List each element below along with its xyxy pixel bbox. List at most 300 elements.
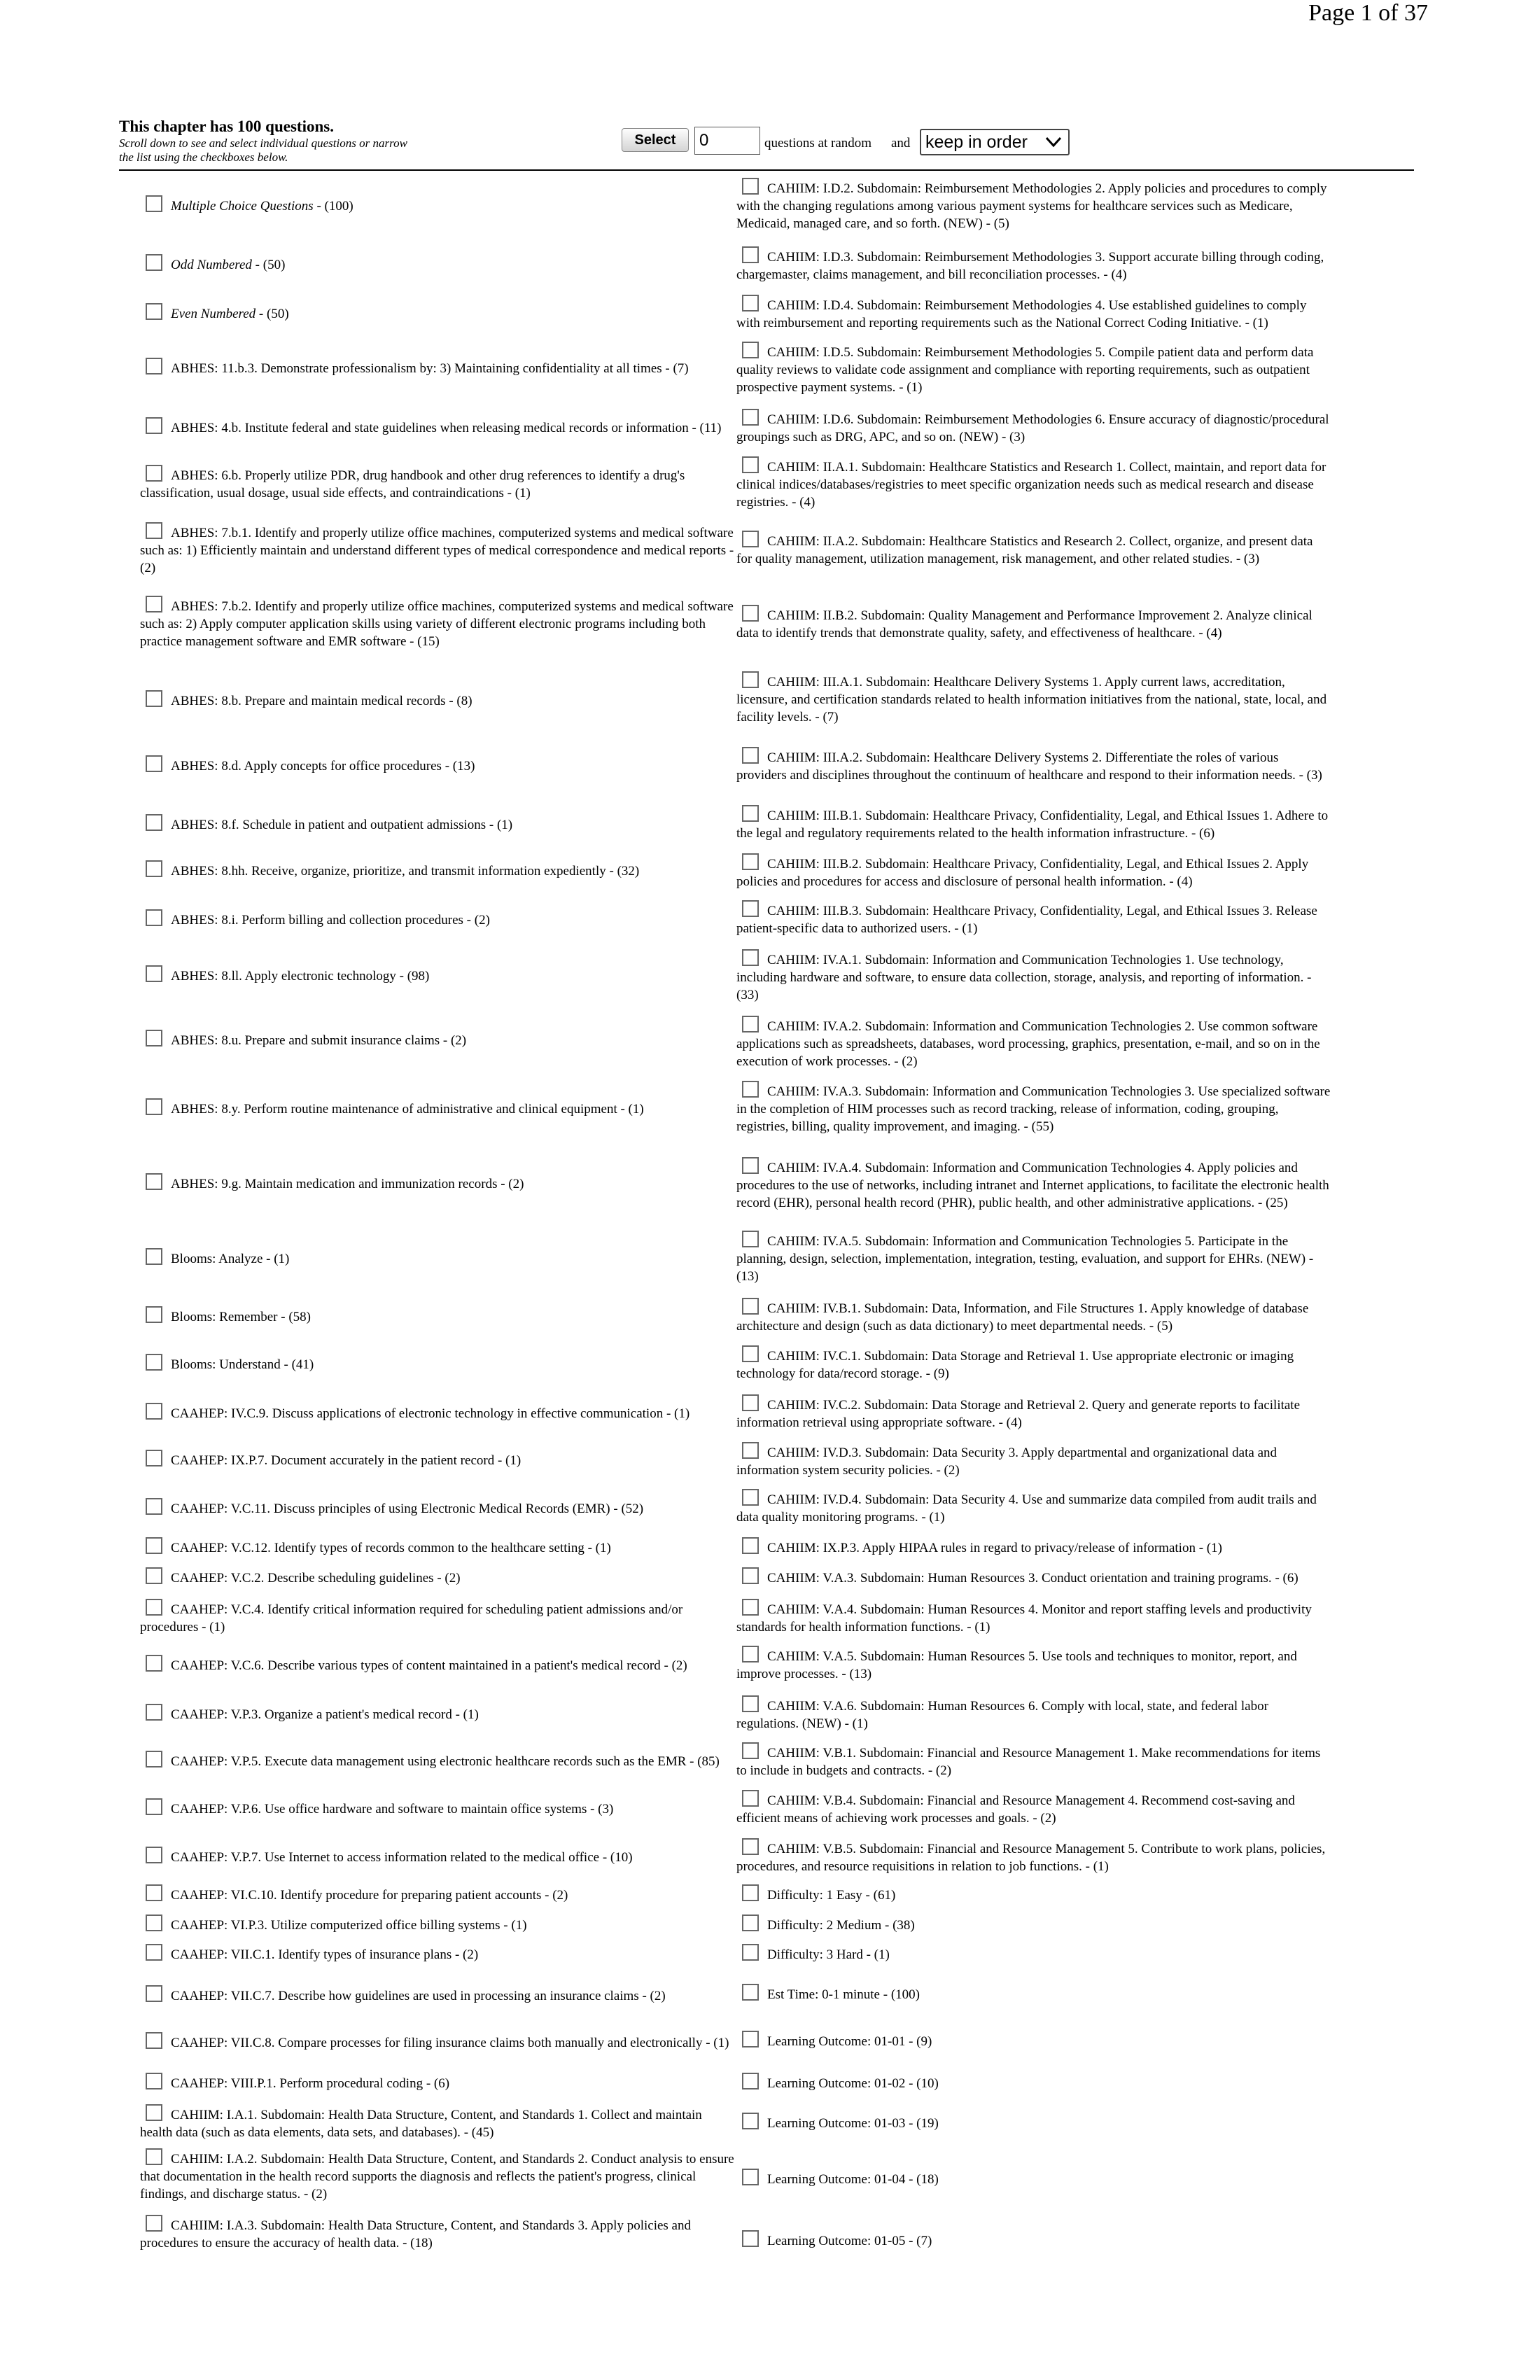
right-filter-item-10[interactable]: [736, 805, 1331, 842]
left-filter-item-7[interactable]: [140, 596, 735, 650]
filter-checkbox[interactable]: [742, 1567, 759, 1584]
left-filter-item-5[interactable]: [140, 465, 735, 502]
filter-checkbox[interactable]: [146, 465, 162, 482]
filter-item-text: [736, 246, 1331, 284]
filter-item-label: Odd Numbered: [171, 258, 252, 272]
filter-item-count: - (4): [788, 495, 816, 510]
filter-item-text: [736, 1790, 1331, 1827]
filter-item-count: - (6): [423, 2076, 450, 2091]
filter-item-label: CAAHEP: V.C.2. Describe scheduling guidelines: [171, 1571, 434, 1586]
filter-checkbox[interactable]: [742, 2113, 759, 2129]
filter-checkbox[interactable]: [742, 342, 759, 358]
filter-item-text: [736, 1567, 1298, 1587]
filter-checkbox[interactable]: [742, 1489, 759, 1506]
left-filter-item-30[interactable]: [140, 1847, 735, 1866]
filter-checkbox[interactable]: [742, 246, 759, 263]
left-filter-item-39[interactable]: [140, 2215, 735, 2252]
filter-checkbox[interactable]: [742, 747, 759, 764]
filter-checkbox[interactable]: [742, 1345, 759, 1362]
filter-checkbox[interactable]: [146, 1098, 162, 1115]
filter-item-text: [140, 1030, 466, 1049]
filter-checkbox[interactable]: [146, 1751, 162, 1768]
filter-item-count: - (15): [406, 634, 440, 649]
filter-item-label: CAAHEP: IX.P.7. Document accurately in the patient record: [171, 1453, 495, 1468]
filter-item-count: - (7): [811, 710, 839, 724]
left-filter-item-18[interactable]: [140, 1306, 735, 1326]
filter-item-label: CAHIIM: I.A.2. Subdomain: Health Data Structure, Content, and Standards 2. Conduct analysis to ensure that documentation in the health record supports the diagnosis and reflects the patient's progress, clinical findings, and discharge status.: [140, 2152, 734, 2202]
filter-item-label: Blooms: Understand: [171, 1357, 281, 1372]
right-filter-item-30[interactable]: [736, 1838, 1331, 1875]
left-filter-item-6[interactable]: [140, 522, 735, 577]
filter-checkbox[interactable]: [742, 1442, 759, 1459]
filter-item-count: - (19): [905, 2116, 939, 2131]
filter-checkbox[interactable]: [742, 2031, 759, 2047]
filter-checkbox[interactable]: [146, 1173, 162, 1190]
right-filter-item-39[interactable]: [736, 2230, 1331, 2250]
filter-item-count: - (2): [1029, 1810, 1056, 1826]
filter-item-count: - (1): [1195, 1541, 1222, 1555]
left-filter-item-3[interactable]: [140, 358, 735, 377]
left-filter-item-33[interactable]: [140, 1944, 735, 1963]
filter-item-count: - (2): [890, 1054, 918, 1069]
filter-item-label: CAAHEP: V.C.12. Identify types of records common to the healthcare setting: [171, 1541, 584, 1555]
filter-checkbox[interactable]: [742, 1157, 759, 1174]
filter-item-count: - (18): [905, 2172, 939, 2187]
filter-item-text: [736, 1742, 1331, 1779]
filter-checkbox[interactable]: [742, 1394, 759, 1411]
left-filter-item-8[interactable]: [140, 690, 735, 710]
right-filter-item-25[interactable]: [736, 1599, 1331, 1636]
left-filter-item-34[interactable]: [140, 1985, 735, 2005]
filter-checkbox[interactable]: [146, 1403, 162, 1420]
filter-item-label: CAAHEP: V.C.4. Identify critical information required for scheduling patient admissions and/or procedures: [140, 1602, 683, 1634]
filter-item-count: - (6): [1188, 825, 1215, 841]
filter-checkbox[interactable]: [742, 2073, 759, 2090]
filter-item-count: - (38): [881, 1918, 915, 1933]
filter-checkbox[interactable]: [146, 1847, 162, 1863]
filter-item-text: [736, 1231, 1331, 1285]
filter-item-count: - (1): [702, 2036, 729, 2050]
right-filter-item-9[interactable]: [736, 747, 1331, 784]
filter-checkbox[interactable]: [742, 1984, 759, 2001]
filter-item-text: [736, 1157, 1331, 1212]
right-filter-item-14[interactable]: [736, 1016, 1331, 1070]
filter-item-label: CAHIIM: IV.A.5. Subdomain: Information and Communication Technologies 5. Participate in the planning, design, selection, implementation, integration, testing, evaluation, and support for EHRs. (NEW): [736, 1234, 1306, 1266]
filter-item-count: - (7): [662, 361, 689, 376]
left-filter-item-1[interactable]: [140, 254, 735, 274]
filter-checkbox[interactable]: [146, 1567, 162, 1584]
filter-item-count: - (11): [688, 421, 722, 435]
filter-item-count: - (1): [198, 1619, 225, 1634]
filter-item-text: [736, 1489, 1331, 1526]
filter-checkbox[interactable]: [146, 1944, 162, 1961]
filter-item-label: CAHIIM: V.A.3. Subdomain: Human Resources 3. Conduct orientation and training programs.: [767, 1571, 1272, 1586]
filter-checkbox[interactable]: [742, 900, 759, 917]
filter-item-text: [140, 1403, 690, 1422]
right-filter-item-11[interactable]: [736, 853, 1331, 890]
filter-checkbox[interactable]: [742, 1231, 759, 1247]
left-filter-item-13[interactable]: [140, 965, 735, 985]
filter-item-text: [736, 1345, 1331, 1382]
filter-item-count: - (2): [925, 1763, 952, 1778]
filter-item-count: - (32): [606, 864, 640, 878]
right-filter-item-20[interactable]: [736, 1394, 1331, 1432]
filter-item-label: Difficulty: 2 Medium: [767, 1918, 882, 1933]
filter-item-count: - (3): [1295, 767, 1322, 783]
filter-item-count: - (1): [1241, 315, 1268, 330]
filter-checkbox[interactable]: [146, 755, 162, 772]
filter-checkbox[interactable]: [742, 605, 759, 622]
filter-checkbox[interactable]: [742, 853, 759, 870]
filter-item-count: - (45): [460, 2124, 494, 2140]
filter-checkbox[interactable]: [146, 2104, 162, 2121]
filter-item-text: [140, 2073, 449, 2092]
filter-checkbox[interactable]: [742, 2169, 759, 2185]
filter-checkbox[interactable]: [146, 1030, 162, 1046]
left-filter-item-38[interactable]: [140, 2148, 735, 2203]
filter-item-text: [140, 1567, 461, 1587]
right-filter-item-3[interactable]: [736, 342, 1331, 396]
filter-checkbox[interactable]: [146, 1354, 162, 1371]
filter-item-text: [140, 1173, 524, 1193]
filter-item-count: - (2): [541, 1888, 568, 1903]
chapter-header: [119, 118, 1414, 169]
right-filter-item-22[interactable]: [736, 1489, 1331, 1526]
filter-item-label: Learning Outcome: 01-05: [767, 2234, 906, 2248]
filter-item-label: CAAHEP: VIII.P.1. Perform procedural coding: [171, 2076, 424, 2091]
right-filter-item-28[interactable]: [736, 1742, 1331, 1779]
filter-checkbox[interactable]: [146, 522, 162, 539]
filter-item-label: CAAHEP: IV.C.9. Discuss applications of electronic technology in effective communication: [171, 1406, 664, 1421]
filter-checkbox[interactable]: [146, 1248, 162, 1265]
filter-item-label: CAHIIM: III.B.2. Subdomain: Healthcare Privacy, Confidentiality, Legal, and Ethical Issues 2. Apply policies and procedures for access and disclosure of personal health information.: [736, 856, 1309, 889]
filter-item-text: [140, 909, 490, 929]
filter-checkbox[interactable]: [146, 303, 162, 320]
left-filter-item-10[interactable]: [140, 814, 735, 834]
filter-item-text: [736, 605, 1331, 642]
left-filter-item-19[interactable]: [140, 1354, 735, 1373]
right-filter-item-7[interactable]: [736, 605, 1331, 642]
filter-item-count: - (8): [445, 694, 472, 708]
left-filter-item-11[interactable]: [140, 860, 735, 880]
filter-checkbox[interactable]: [146, 690, 162, 707]
right-filter-item-26[interactable]: [736, 1646, 1331, 1683]
filter-checkbox[interactable]: [146, 909, 162, 926]
order-select-value: keep in order: [925, 132, 1028, 152]
filter-item-count: - (4): [995, 1415, 1022, 1430]
right-filter-item-21[interactable]: [736, 1442, 1331, 1479]
filter-item-text: [140, 1537, 611, 1557]
select-button[interactable]: Select: [622, 128, 689, 152]
filter-checkbox[interactable]: [146, 1884, 162, 1901]
filter-item-label: CAHIIM: V.A.4. Subdomain: Human Resources 4. Monitor and report staffing levels and productivity standards for health information functions.: [736, 1602, 1312, 1634]
left-filter-item-22[interactable]: [140, 1498, 735, 1518]
filter-item-count: - (2): [660, 1658, 687, 1673]
right-filter-item-23[interactable]: [736, 1537, 1331, 1557]
filter-item-label: CAHIIM: V.B.5. Subdomain: Financial and Resource Management 5. Contribute to work plans, policies, procedures, and resource requisitions in relation to job functions.: [736, 1841, 1326, 1874]
filter-item-label: CAHIIM: IV.A.4. Subdomain: Information and Communication Technologies 4. Apply policies and procedures to the use of networks, including intranet and Internet applications, to facilitate the electronic health record (EHR), personal health record (PHR), public health, and other administrative applications.: [736, 1161, 1329, 1210]
left-filter-item-16[interactable]: [140, 1173, 735, 1193]
filter-checkbox[interactable]: [742, 671, 759, 688]
left-filter-item-25[interactable]: [140, 1599, 735, 1636]
filter-checkbox[interactable]: [742, 295, 759, 312]
filter-item-label: Learning Outcome: 01-01: [767, 2034, 906, 2049]
filter-item-text: [736, 409, 1331, 446]
filter-item-label: Learning Outcome: 01-02: [767, 2076, 906, 2091]
filter-item-label: Learning Outcome: 01-04: [767, 2172, 906, 2187]
filter-item-count: - (1): [494, 1453, 522, 1468]
left-filter-item-12[interactable]: [140, 909, 735, 929]
filter-item-text: [140, 1847, 633, 1866]
filter-checkbox[interactable]: [146, 2032, 162, 2049]
chapter-question-count: This chapter has 100 questions.: [119, 118, 334, 135]
filter-item-count: - (1): [841, 1716, 868, 1731]
filter-checkbox[interactable]: [146, 596, 162, 612]
left-filter-item-0[interactable]: [140, 195, 735, 215]
filter-checkbox[interactable]: [742, 1081, 759, 1098]
filter-item-text: [140, 596, 735, 650]
right-filter-item-15[interactable]: [736, 1081, 1331, 1135]
filter-item-text: [736, 295, 1331, 332]
left-filter-item-31[interactable]: [140, 1884, 735, 1904]
right-filter-item-12[interactable]: [736, 900, 1331, 937]
left-filter-item-32[interactable]: [140, 1914, 735, 1934]
left-filter-item-35[interactable]: [140, 2032, 735, 2052]
filter-item-label: CAHIIM: V.A.5. Subdomain: Human Resources 5. Use tools and techniques to monitor, report, and improve processes.: [736, 1648, 1297, 1681]
filter-item-label: CAHIIM: I.A.3. Subdomain: Health Data Structure, Content, and Standards 3. Apply policies and procedures to ensure the accuracy of health data.: [140, 2218, 691, 2250]
filter-item-text: [736, 1016, 1331, 1070]
order-select[interactable]: [920, 129, 1070, 155]
right-filter-item-13[interactable]: [736, 949, 1331, 1004]
left-filter-item-36[interactable]: [140, 2073, 735, 2092]
right-filter-item-38[interactable]: [736, 2169, 1331, 2188]
right-filter-item-17[interactable]: [736, 1231, 1331, 1285]
right-filter-item-37[interactable]: [736, 2113, 1331, 2132]
filter-checkbox[interactable]: [742, 1884, 759, 1901]
filter-checkbox[interactable]: [146, 417, 162, 434]
left-filter-item-17[interactable]: [140, 1248, 735, 1268]
left-filter-item-21[interactable]: [140, 1450, 735, 1469]
filter-item-label: ABHES: 4.b. Institute federal and state guidelines when releasing medical records or information: [171, 421, 689, 435]
filter-item-text: [140, 465, 735, 502]
filter-checkbox[interactable]: [146, 1704, 162, 1721]
filter-item-label: CAAHEP: VII.C.1. Identify types of insurance plans: [171, 1947, 452, 1962]
filter-item-count: - (2): [451, 1947, 479, 1962]
filter-item-label: Difficulty: 1 Easy: [767, 1888, 862, 1903]
filter-item-text: [736, 900, 1331, 937]
filter-checkbox[interactable]: [742, 409, 759, 426]
filter-item-label: ABHES: 9.g. Maintain medication and immunization records: [171, 1177, 498, 1191]
filter-item-label: ABHES: 7.b.1. Identify and properly utilize office machines, computerized systems and medical software such as: 1) Efficiently maintain and understand different types of medical correspondence and medical reports: [140, 526, 734, 558]
right-filter-item-36[interactable]: [736, 2073, 1331, 2092]
filter-checkbox[interactable]: [146, 1599, 162, 1616]
filter-checkbox[interactable]: [742, 1838, 759, 1855]
filter-item-count: - (85): [686, 1754, 720, 1769]
right-filter-item-2[interactable]: [736, 295, 1331, 332]
left-filter-item-27[interactable]: [140, 1704, 735, 1723]
filter-checkbox[interactable]: [146, 2215, 162, 2232]
right-filter-item-33[interactable]: [736, 1944, 1331, 1963]
right-filter-item-27[interactable]: [736, 1695, 1331, 1732]
filter-item-text: [736, 1081, 1331, 1135]
filter-item-label: CAHIIM: IV.A.2. Subdomain: Information and Communication Technologies 2. Use common software applications such as spreadsheets, databases, word processing, graphics, presentation, e-mail, and so on in the execution of work processes.: [736, 1019, 1320, 1069]
filter-checkbox[interactable]: [146, 1306, 162, 1323]
filter-item-label: Blooms: Analyze: [171, 1252, 263, 1266]
left-filter-item-28[interactable]: [140, 1751, 735, 1770]
filter-checkbox[interactable]: [146, 2148, 162, 2165]
left-filter-item-23[interactable]: [140, 1537, 735, 1557]
filter-item-text: [736, 1944, 890, 1963]
right-filter-item-6[interactable]: [736, 531, 1331, 568]
filter-item-text: [736, 1599, 1331, 1636]
filter-item-text: [736, 671, 1331, 726]
filter-item-text: [736, 2230, 932, 2250]
filter-item-count: - (1): [663, 1406, 690, 1421]
left-filter-item-24[interactable]: [140, 1567, 735, 1587]
right-filter-item-24[interactable]: [736, 1567, 1331, 1587]
filter-item-count: - (3): [587, 1802, 614, 1816]
filter-checkbox[interactable]: [146, 2073, 162, 2090]
filter-item-label: ABHES: 8.ll. Apply electronic technology: [171, 969, 396, 983]
filter-item-label: Blooms: Remember: [171, 1310, 278, 1324]
filter-checkbox[interactable]: [146, 1655, 162, 1672]
filter-item-count: - (52): [610, 1502, 644, 1516]
filter-item-label: CAHIIM: II.A.2. Subdomain: Healthcare Statistics and Research 2. Collect, organize, and present data for quality management, utilization management, risk management, and other related studies.: [736, 533, 1313, 566]
right-filter-item-34[interactable]: [736, 1984, 1331, 2003]
filter-item-label: CAHIIM: V.A.6. Subdomain: Human Resources 6. Comply with local, state, and federal labor regulations. (NEW): [736, 1698, 1268, 1731]
filter-item-label: CAHIIM: I.D.6. Subdomain: Reimbursement Methodologies 6. Ensure accuracy of diagnostic/procedural groupings such as DRG, APC, and so on. (NEW): [736, 412, 1329, 444]
filter-item-text: [736, 456, 1331, 511]
filter-checkbox[interactable]: [742, 1599, 759, 1616]
right-filter-item-32[interactable]: [736, 1914, 1331, 1934]
filter-checkbox[interactable]: [742, 1914, 759, 1931]
filter-item-count: - (13): [441, 759, 475, 774]
filter-checkbox[interactable]: [146, 358, 162, 374]
filter-item-text: [140, 1751, 720, 1770]
left-filter-item-9[interactable]: [140, 755, 735, 775]
chevron-down-icon: [1044, 134, 1063, 150]
filter-item-label: CAAHEP: V.C.11. Discuss principles of using Electronic Medical Records (EMR): [171, 1502, 610, 1516]
filter-item-label: Est Time: 0-1 minute: [767, 1987, 880, 2002]
filter-item-label: CAHIIM: I.D.5. Subdomain: Reimbursement Methodologies 5. Compile patient data and perform data quality reviews to validate code assignment and compliance with reporting requirements, such as outpatient prospective payment systems.: [736, 345, 1314, 395]
filter-item-count: - (1): [584, 1541, 611, 1555]
filter-item-label: CAHIIM: I.A.1. Subdomain: Health Data Structure, Content, and Standards 1. Collect and maintain health data (such as data elements, data sets, and databases).: [140, 2107, 702, 2140]
filter-item-text: [736, 1838, 1331, 1875]
filter-item-text: [140, 1655, 687, 1674]
filter-checkbox[interactable]: [146, 965, 162, 982]
right-filter-item-31[interactable]: [736, 1884, 1331, 1904]
filter-item-label: CAHIIM: IV.A.3. Subdomain: Information and Communication Technologies 3. Use specialized software in the completion of HIM processes such as record tracking, release of information, coding, grouping, registries, billing, quality improvement, and imaging.: [736, 1084, 1331, 1134]
filter-checkbox[interactable]: [146, 254, 162, 271]
filter-item-label: ABHES: 11.b.3. Demonstrate professionalism by: 3) Maintaining confidentiality at all times: [171, 361, 662, 376]
filter-item-label: CAHIIM: IX.P.3. Apply HIPAA rules in regard to privacy/release of information: [767, 1541, 1196, 1555]
filter-item-count: - (13): [838, 1666, 872, 1681]
questions-at-random-label: questions at random: [764, 136, 872, 150]
filter-checkbox[interactable]: [742, 1016, 759, 1032]
left-filter-item-37[interactable]: [140, 2104, 735, 2141]
filter-checkbox[interactable]: [146, 1914, 162, 1931]
filter-checkbox[interactable]: [146, 814, 162, 831]
left-filter-item-15[interactable]: [140, 1098, 735, 1118]
filter-item-label: CAAHEP: VI.C.10. Identify procedure for preparing patient accounts: [171, 1888, 542, 1903]
left-filter-item-29[interactable]: [140, 1798, 735, 1818]
filter-item-label: CAAHEP: VI.P.3. Utilize computerized office billing systems: [171, 1918, 500, 1933]
filter-item-text: [736, 1984, 920, 2003]
filter-item-count: - (25): [1254, 1196, 1288, 1210]
filter-checkbox[interactable]: [742, 1695, 759, 1712]
filter-checkbox[interactable]: [742, 178, 759, 195]
filter-checkbox[interactable]: [146, 860, 162, 877]
random-count-input[interactable]: [694, 127, 760, 155]
filter-checkbox[interactable]: [742, 949, 759, 966]
filter-checkbox[interactable]: [146, 1498, 162, 1515]
filter-item-count: - (2): [440, 1033, 467, 1048]
filter-checkbox[interactable]: [742, 1646, 759, 1662]
filter-checkbox[interactable]: [742, 1537, 759, 1554]
right-filter-item-29[interactable]: [736, 1790, 1331, 1827]
filter-checkbox[interactable]: [146, 1450, 162, 1466]
filter-item-label: ABHES: 7.b.2. Identify and properly utilize office machines, computerized systems and medical software such as: 2) Apply computer application skills using variety of different electronic programs including both practice management software and EMR software: [140, 599, 734, 649]
right-filter-item-8[interactable]: [736, 671, 1331, 726]
filter-checkbox[interactable]: [146, 195, 162, 212]
left-filter-item-4[interactable]: [140, 417, 735, 437]
filter-checkbox[interactable]: [742, 456, 759, 473]
filter-checkbox[interactable]: [146, 1798, 162, 1815]
filter-checkbox[interactable]: [742, 1790, 759, 1807]
filter-item-count: - (2): [497, 1177, 524, 1191]
filter-checkbox[interactable]: [742, 2230, 759, 2247]
filter-item-text: [736, 1695, 1331, 1732]
filter-item-label: Multiple Choice Questions: [171, 199, 314, 214]
filter-item-count: - (4): [1195, 625, 1222, 640]
left-filter-item-2[interactable]: [140, 303, 735, 323]
filter-item-count: - (7): [905, 2234, 932, 2248]
filter-item-count: - (4): [1166, 874, 1193, 889]
right-filter-item-16[interactable]: [736, 1157, 1331, 1212]
right-filter-item-18[interactable]: [736, 1298, 1331, 1335]
right-filter-item-35[interactable]: [736, 2031, 1331, 2050]
filter-checkbox[interactable]: [146, 1985, 162, 2002]
and-label: and: [891, 136, 911, 150]
filter-item-label: CAHIIM: III.B.3. Subdomain: Healthcare Privacy, Confidentiality, Legal, and Ethical Issues 3. Release patient-specific data to authorized users.: [736, 903, 1317, 936]
left-filter-item-14[interactable]: [140, 1030, 735, 1049]
filter-item-count: - (1): [963, 1619, 990, 1634]
filter-item-text: [736, 853, 1331, 890]
filter-item-count: - (2): [433, 1571, 461, 1586]
filter-checkbox[interactable]: [742, 805, 759, 822]
filter-checkbox[interactable]: [742, 531, 759, 547]
filter-item-label: CAHIIM: I.D.3. Subdomain: Reimbursement Methodologies 3. Support accurate billing through coding, chargemaster, claims management, and bill reconciliation processes.: [736, 249, 1324, 282]
filter-item-text: [140, 303, 289, 323]
filter-checkbox[interactable]: [146, 1537, 162, 1554]
filter-checkbox[interactable]: [742, 1742, 759, 1759]
filter-item-count: - (61): [862, 1888, 896, 1903]
left-filter-item-20[interactable]: [140, 1403, 735, 1422]
filter-item-text: [140, 1914, 527, 1934]
right-filter-item-4[interactable]: [736, 409, 1331, 446]
filter-checkbox[interactable]: [742, 1298, 759, 1315]
right-filter-item-0[interactable]: [736, 178, 1331, 232]
filter-item-text: [140, 1306, 311, 1326]
filter-item-text: [140, 860, 639, 880]
filter-item-text: [140, 195, 354, 215]
right-filter-item-1[interactable]: [736, 246, 1331, 284]
right-filter-item-19[interactable]: [736, 1345, 1331, 1382]
right-filter-item-5[interactable]: [736, 456, 1331, 511]
filter-checkbox[interactable]: [742, 1944, 759, 1961]
left-filter-item-26[interactable]: [140, 1655, 735, 1674]
filter-item-count: - (1): [500, 1918, 527, 1933]
